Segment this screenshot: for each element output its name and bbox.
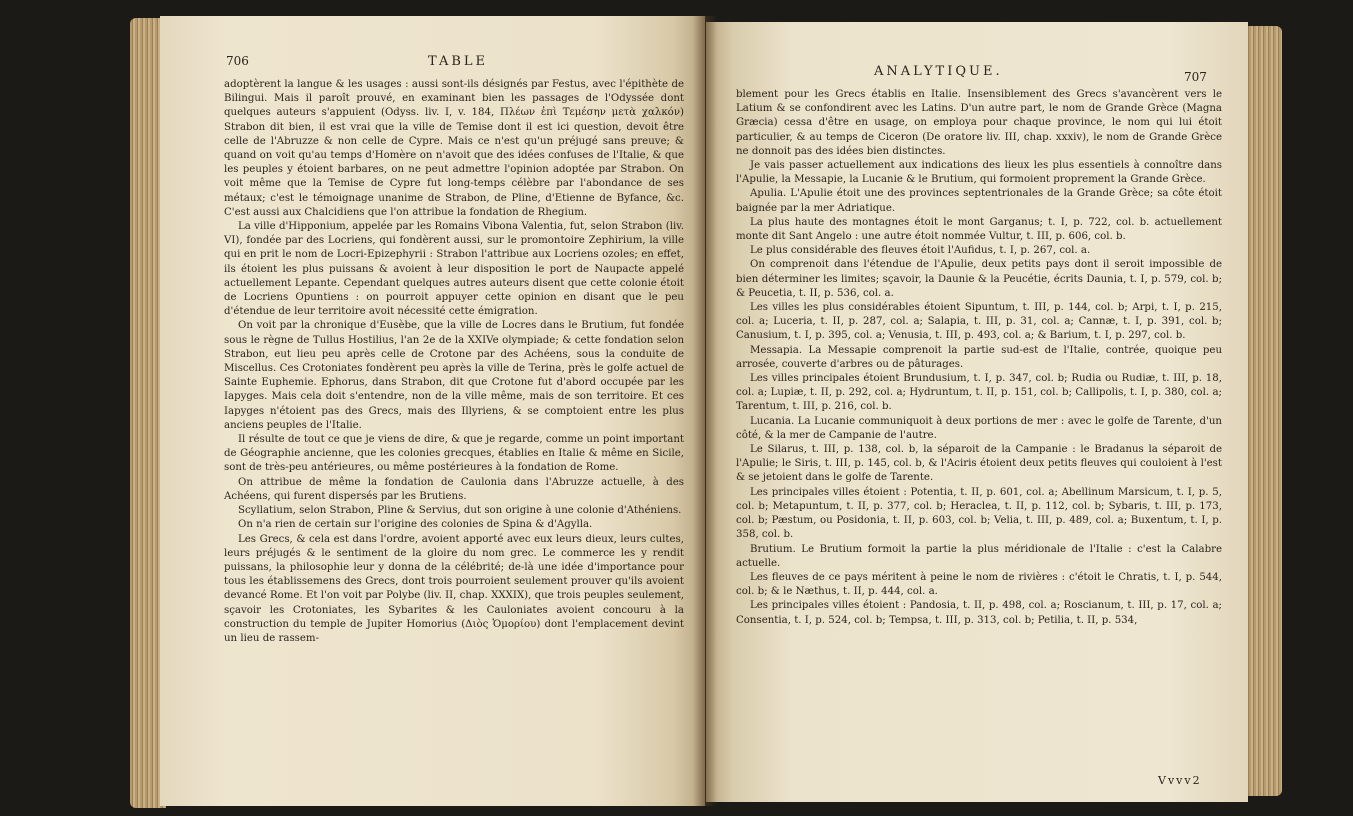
right-page-number: 707 [1184,70,1207,84]
right-page-edges [1246,26,1282,796]
right-paragraph: Les principales villes étoient : Potentia, t. II, p. 601, col. a; Abellinum Marsicum, t. I, p. 5, col. b; Metapuntum, t. II, p. 377, col. b; Heraclea, t. II, p. 112, col. b; Sybaris, t. III, p. 173, col. b; Pæstum, ou Posidonia, t. II, p. 603, col. b; Velia, t. III, p. 489, col. a; Buxentum, t. I, p. 358, col. b. [736,486,1222,541]
right-paragraph: Apulia. L'Apulie étoit une des provinces septentrionales de la Grande Grèce; sa côte étoit baignée par la mer Adriatique. [736,188,1222,214]
right-paragraph: Brutium. Le Brutium formoit la partie la plus méridionale de l'Italie : c'est la Calabre actuelle. [736,543,1222,569]
left-paragraph: On attribue de même la fondation de Caulonia dans l'Abruzze actuelle, à des Achéens, qui furent dispersés par les Brutiens. [224,476,684,502]
left-paragraph: adoptèrent la langue & les usages : aussi sont-ils désignés par Festus, avec l'épithète de Bilingui. Mais il paroît prouvé, en examinant bien les passages de l'Odyssée dont quelques auteurs s'appuient (Odyss. liv. I, v. 184, Πλέων ἐπὶ Τεμέσην μετὰ χαλκόν) Strabon dit bien, il est vrai que la ville de Temise dont il est ici question, devoit être celle de l'Abruzze & non celle de Cypre. Mais ce n'est qu'un préjugé sans preuve; & quand on voit qu'au temps d'Homère on n'avoit que des idées confuses de l'Italie, & que les peuples y étoient barbares, on ne peut admettre l'opinion adoptée par Strabon. On voit même que la Temise de Cypre fut long-temps célèbre par l'abondance de ses métaux; c'est le témoignage unanime de Strabon, de Pline, d'Etienne de Byfance, &c. C'est aussi aux Chalcidiens que l'on attribue la fondation de Rhegium. [224,79,684,218]
left-paragraph: Les Grecs, & cela est dans l'ordre, avoient apporté avec eux leurs dieux, leurs cultes, leurs préjugés & le sentiment de la gloire du nom grec. Le commerce les y rendit puissans, la philosophie leur y donna de la célébrité; de-là une idée d'importance pour tous les établissemens des Grecs, dont trois pourroient seulement prouver qu'ils avoient devancé Rome. Et l'on voit par Polybe (liv. II, chap. XXXIX), que trois peuples seulement, sçavoir les Crotoniates, les Sybarites & les Cauloniates avoient concouru à la construction du temple de Jupiter Homorius (Διὸς Ὁμορίου) dont l'emplacement devint un lieu de rassem- [224,533,684,644]
signature-mark: Vvvv2 [1158,774,1202,787]
right-paragraph: Le Silarus, t. III, p. 138, col. b, la séparoit de la Campanie : le Bradanus la séparoit de l'Apulie; le Siris, t. III, p. 145, col. b, & l'Aciris étoient deux petits fleuves qui couloient à l'est & se jetoient dans le golfe de Tarente. [736,444,1222,484]
right-paragraph: Le plus considérable des fleuves étoit l'Aufidus, t. I, p. 267, col. a. [750,245,1091,257]
right-page [706,22,1248,802]
left-page-number: 706 [226,54,249,68]
right-paragraph: On comprenoit dans l'étendue de l'Apulie, deux petits pays dont il seroit impossible de bien déterminer les limites; sçavoir, la Daunie & la Peucétie, écrits Daunia, t. I, p. 579, col. b; & Peucetia, t. II, p. 536, col. a. [736,259,1222,299]
right-paragraph: blement pour les Grecs établis en Italie. Insensiblement des Grecs s'avancèrent vers le Latium & se confondirent avec les Latins. D'un autre part, le nom de Grande Grèce (Magna Græcia) cessa d'être en usage, on employa pour chaque province, le nom qui lui étoit particulier, & au temps de Ciceron (De oratore liv. III, chap. xxxiv), le nom de Grande Grèce ne donnoit pas des idées bien distinctes. [736,89,1222,157]
left-text-column [224,78,684,646]
left-paragraph: Il résulte de tout ce que je viens de dire, & que je regarde, comme un point important de Géographie ancienne, que les colonies grecques, établies en Italie & même en Sicile, sont de très-peu antérieures, ou même postérieures à la fondation de Rome. [224,434,684,474]
right-paragraph: Les fleuves de ce pays méritent à peine le nom de rivières : c'étoit le Chratis, t. I, p. 544, col. b; & le Næthus, t. II, p. 444, col. a. [736,571,1222,598]
right-running-head: ANALYTIQUE. [874,64,1003,79]
right-paragraph: Les principales villes étoient : Pandosia, t. II, p. 498, col. a; Roscianum, t. III, p. 17, col. a; Consentia, t. I, p. 524, col. b; Tempsa, t. III, p. 313, col. b; Petilia, t. II, p. 534, [736,600,1222,626]
left-paragraph: La ville d'Hipponium, appelée par les Romains Vibona Valentia, fut, selon Strabon (liv. VI), fondée par des Locriens, qui fondèrent aussi, sur le promontoire Zephirium, la ville qui en prit le nom de Locri-Epizephyrii : Strabon l'attribue aux Locriens ozoles; en effet, ils étoient les plus puissans & avoient à leur disposition le port de Naupacte appelé actuellement Lepante. Cependant quelques autres auteurs disent que cette colonie étoit de Locriens Opuntiens : on pourroit appuyer cette opinion en disant que le peu d'étendue de leur territoire avoit nécessité cette émigration. [224,221,684,318]
right-paragraph: Lucania. La Lucanie communiquoit à deux portions de mer : avec le golfe de Tarente, d'un côté, & la mer de Campanie de l'autre. [736,415,1222,441]
left-paragraph: On n'a rien de certain sur l'origine des colonies de Spina & d'Agylla. [238,519,593,531]
left-page [160,16,705,806]
left-paragraph: Scyllatium, selon Strabon, Pline & Servius, dut son origine à une colonie d'Athéniens. [238,505,682,517]
left-running-head: TABLE [428,54,489,69]
right-paragraph: Je vais passer actuellement aux indications des lieux les plus essentiels à connoître dans l'Apulie, la Messapie, la Lucanie & le Brutium, qui formoient proprement la Grande Grèce. [736,160,1222,186]
book-gutter [693,16,717,806]
right-paragraph: Les villes les plus considérables étoient Sipuntum, t. III, p. 144, col. b; Arpi, t. I, p. 215, col. a; Luceria, t. II, p. 287, col. a; Salapia, t. III, p. 31, col. a; Cannæ, t. I, p. 391, col. b; Canusium, t. I, p. 395, col. a; Venusia, t. III, p. 493, col. a; & Barium, t. I, p. 297, col. b. [736,302,1222,342]
right-paragraph: La plus haute des montagnes étoit le mont Garganus; t. I, p. 722, col. b. actuellement monte dit Sant Angelo : une autre étoit nommée Vultur, t. III, p. 606, col. b. [736,216,1222,243]
right-paragraph: Les villes principales étoient Brundusium, t. I, p. 347, col. b; Rudia ou Rudiæ, t. III, p. 18, col. a; Lupiæ, t. II, p. 292, col. a; Hydruntum, t. II, p. 151, col. b; Callipolis, t. I, p. 380, col. a; Tarentum, t. III, p. 216, col. b. [736,373,1222,413]
right-paragraph: Messapia. La Messapie comprenoit la partie sud-est de l'Italie, contrée, quoique peu arrosée, couverte d'arbres ou de pâturages. [736,344,1222,370]
left-paragraph: On voit par la chronique d'Eusèbe, que la ville de Locres dans le Brutium, fut fondée sous le règne de Tullus Hostilius, l'an 2e de la XXIVe olympiade; & cette fondation selon Strabon, eut lieu peu après celle de Crotone par des Achéens, sous la conduite de Miscellus. Ces Crotoniates fondèrent peu après la ville de Terina, près le golfe actuel de Sainte Euphemie. Ephorus, dans Strabon, dit que Crotone fut d'abord occupée par les Iapyges. Mais cela doit s'entendre, non de la ville même, mais de son territoire. Et ces Iapyges n'étoient pas des Grecs, mais des Illyriens, & se comptoient entre les plus anciens peuples de l'Italie. [224,320,684,431]
right-text-column [736,88,1222,628]
